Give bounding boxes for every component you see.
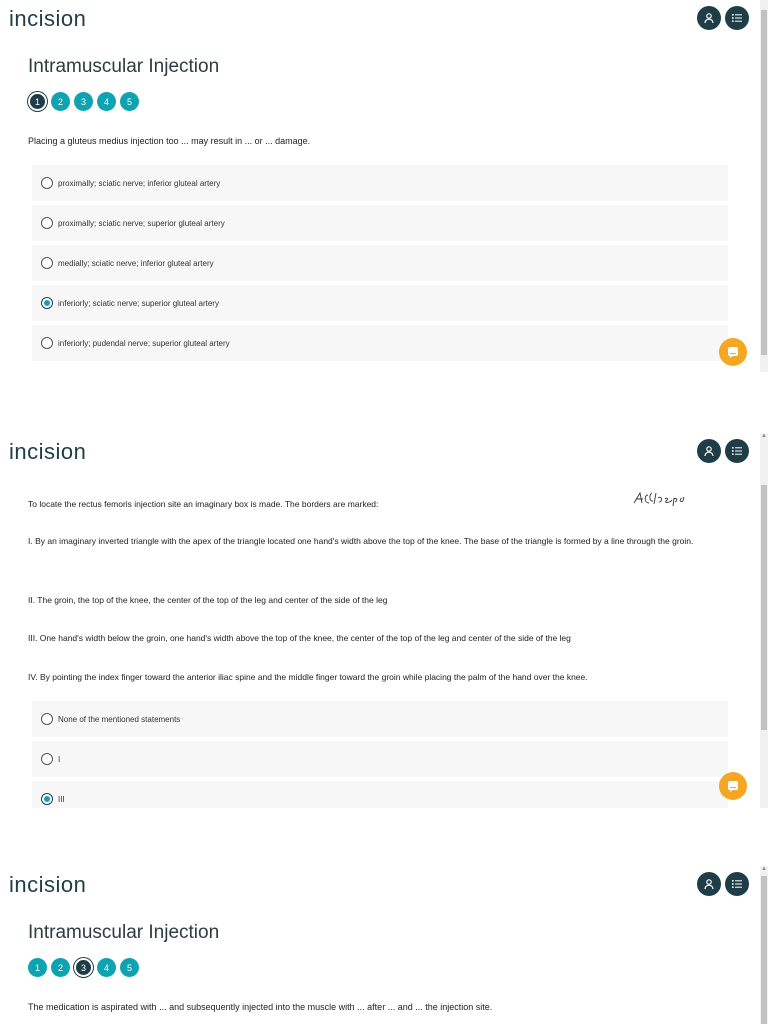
incision-logo[interactable]: incision [9, 439, 87, 464]
user-icon [703, 878, 715, 890]
user-button[interactable] [697, 872, 721, 896]
list-icon [731, 445, 743, 457]
question-panel-2 [0, 433, 768, 808]
step-2[interactable]: 2 [51, 92, 70, 111]
page-title: Intramuscular Injection [28, 56, 220, 77]
question-text: To locate the rectus femoris injection site an imaginary box is made. The borders are marked: [28, 499, 379, 509]
answer-option-selected[interactable] [32, 285, 728, 321]
user-icon [703, 12, 715, 24]
user-button[interactable] [697, 439, 721, 463]
radio-button-selected[interactable] [41, 793, 53, 805]
menu-button[interactable] [725, 6, 749, 30]
radio-button[interactable] [41, 753, 53, 765]
option-label: medially; sciatic nerve; inferior gluteal artery [58, 258, 214, 268]
answer-option[interactable] [32, 701, 728, 737]
chat-icon [726, 779, 740, 793]
step-1[interactable]: 1 [28, 958, 47, 977]
statement-4: IV. By pointing the index finger toward the anterior iliac spine and the middle finger toward the groin while placing the palm of the hand over the knee. [28, 672, 588, 682]
list-icon [731, 878, 743, 890]
list-icon [731, 12, 743, 24]
option-label: proximally; sciatic nerve; superior gluteal artery [58, 218, 225, 228]
step-indicator [28, 958, 139, 977]
scrollbar-thumb[interactable] [761, 10, 767, 355]
step-indicator [28, 92, 139, 111]
chat-button[interactable] [719, 338, 747, 366]
step-4[interactable]: 4 [97, 958, 116, 977]
chat-icon [726, 345, 740, 359]
option-label: I [58, 754, 61, 764]
menu-button[interactable] [725, 872, 749, 896]
radio-button[interactable] [41, 217, 53, 229]
incision-logo[interactable]: incision [9, 6, 87, 31]
radio-button[interactable] [41, 177, 53, 189]
question-text: Placing a gluteus medius injection too ... may result in ... or ... damage. [28, 136, 311, 146]
step-3[interactable]: 3 [74, 92, 93, 111]
answer-option[interactable] [32, 741, 728, 777]
answer-options [32, 165, 728, 365]
statement-2: II. The groin, the top of the knee, the center of the top of the leg and center of the side of the leg [28, 595, 388, 605]
page-title: Intramuscular Injection [28, 922, 220, 943]
user-button[interactable] [697, 6, 721, 30]
answer-option[interactable] [32, 165, 728, 201]
step-4[interactable]: 4 [97, 92, 116, 111]
statement-1: I. By an imaginary inverted triangle with the apex of the triangle located one hand's width above the top of the knee. The base of the triangle is formed by a line through the groin. [28, 536, 694, 546]
user-icon [703, 445, 715, 457]
radio-button[interactable] [41, 713, 53, 725]
option-label: None of the mentioned statements [58, 714, 181, 724]
header [0, 866, 760, 906]
radio-button-selected[interactable] [41, 297, 53, 309]
scroll-up-arrow[interactable]: ▲ [761, 433, 767, 439]
question-text: The medication is aspirated with ... and subsequently injected into the muscle with ... after ... and ... the injection site. [28, 1002, 493, 1012]
step-1[interactable]: 1 [28, 92, 47, 111]
radio-button[interactable] [41, 257, 53, 269]
radio-button[interactable] [41, 337, 53, 349]
answer-option[interactable] [32, 325, 728, 361]
step-2[interactable]: 2 [51, 958, 70, 977]
step-5[interactable]: 5 [120, 92, 139, 111]
answer-options [32, 701, 728, 808]
header [0, 0, 760, 40]
step-5[interactable]: 5 [120, 958, 139, 977]
answer-option[interactable] [32, 205, 728, 241]
menu-button[interactable] [725, 439, 749, 463]
answer-option[interactable] [32, 245, 728, 281]
scroll-up-arrow[interactable]: ▲ [761, 866, 767, 872]
incision-logo[interactable]: incision [9, 872, 87, 897]
answer-option-selected[interactable] [32, 781, 728, 808]
option-label: inferiorly; pudendal nerve; superior gluteal artery [58, 338, 230, 348]
option-label: proximally; sciatic nerve; inferior gluteal artery [58, 178, 221, 188]
option-label: inferiorly; sciatic nerve; superior gluteal artery [58, 298, 219, 308]
option-label: III [58, 794, 65, 804]
chat-button[interactable] [719, 772, 747, 800]
scrollbar-thumb[interactable] [761, 485, 767, 730]
question-panel-3 [0, 866, 768, 1024]
header [0, 433, 760, 473]
scrollbar-thumb[interactable] [761, 876, 767, 1024]
statement-3: III. One hand's width below the groin, one hand's width above the top of the knee, the center of the top of the leg and center of the side of the leg [28, 633, 571, 643]
step-3[interactable]: 3 [74, 958, 93, 977]
question-panel-1 [0, 0, 768, 372]
